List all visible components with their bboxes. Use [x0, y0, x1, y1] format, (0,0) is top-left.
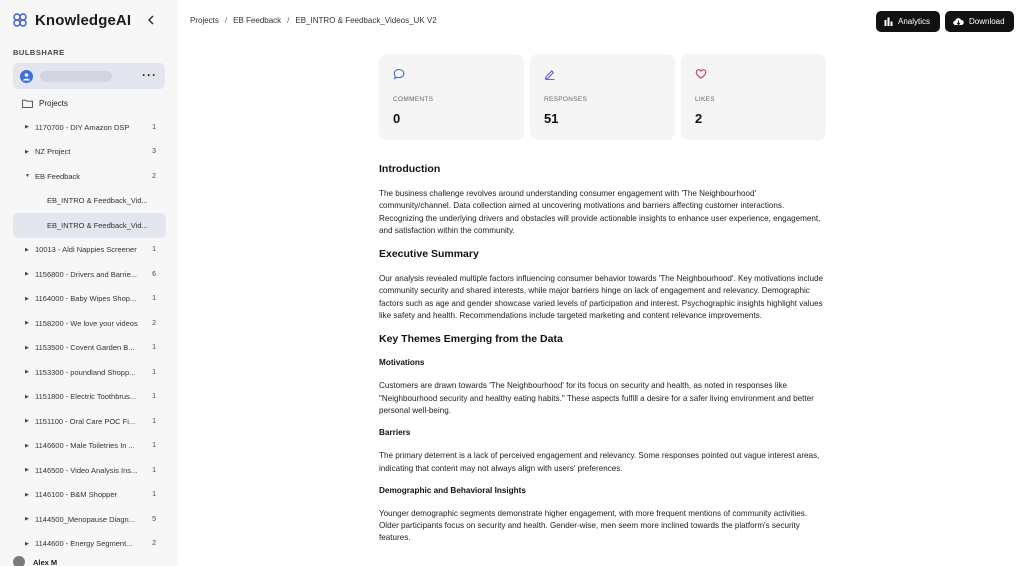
user-footer-name: Alex M — [33, 557, 58, 566]
heart-icon — [695, 68, 707, 80]
motivations-heading: Motivations — [379, 358, 425, 368]
responses-label: RESPONSES — [544, 96, 588, 103]
sidebar-item-count: 1 — [152, 295, 156, 303]
caret-right-icon[interactable]: ▶ — [25, 393, 29, 400]
sidebar-item-10013[interactable] — [13, 238, 166, 263]
caret-right-icon[interactable]: ▶ — [25, 491, 29, 498]
caret-right-icon[interactable]: ▶ — [25, 320, 29, 327]
sidebar-item-label: 1144500_Menopause Diagn... — [35, 514, 135, 524]
caret-right-icon[interactable]: ▶ — [25, 246, 29, 253]
comments-label: COMMENTS — [393, 96, 434, 103]
likes-value: 2 — [695, 111, 703, 126]
sidebar-item-1151800[interactable] — [13, 385, 166, 410]
sidebar-item-count: 1 — [152, 344, 156, 352]
sidebar-item-label: EB_INTRO & Feedback_Vid... — [47, 196, 148, 206]
sidebar-item-count: 1 — [152, 393, 156, 401]
sidebar-item-nz-project[interactable] — [13, 140, 166, 165]
download-label: Download — [969, 17, 1005, 26]
sidebar-item-count: 1 — [152, 417, 156, 425]
sidebar-item-1153300[interactable] — [13, 360, 166, 385]
sidebar-subitem-eb-intro-2[interactable] — [13, 213, 166, 238]
breadcrumb-current: EB_INTRO & Feedback_Videos_UK V2 — [295, 16, 437, 25]
more-options-icon[interactable]: ··· — [142, 68, 157, 82]
bar-chart-icon — [884, 17, 893, 26]
brand — [12, 10, 172, 30]
sidebar-item-label: 10013 - Aldi Nappies Screener — [35, 245, 137, 255]
sidebar-item-count: 1 — [152, 246, 156, 254]
sidebar-item-label: 1153500 - Covent Garden B... — [35, 343, 135, 353]
sidebar-item-1164000[interactable] — [13, 287, 166, 312]
sidebar-item-label: 1158200 - We love your videos — [35, 318, 138, 328]
breadcrumb-eb-feedback[interactable]: EB Feedback — [233, 16, 282, 25]
folder-icon — [22, 99, 33, 108]
introduction-heading: Introduction — [379, 163, 441, 175]
sidebar-item-label: 1144600 - Energy Segment... — [35, 539, 133, 549]
sidebar-subitem-eb-intro-1[interactable] — [13, 189, 166, 214]
caret-right-icon[interactable]: ▶ — [25, 516, 29, 523]
projects-header[interactable] — [22, 96, 68, 110]
sidebar-item-1151100[interactable] — [13, 409, 166, 434]
executive-summary-heading: Executive Summary — [379, 248, 479, 261]
user-name-redacted — [40, 71, 112, 82]
sidebar-item-count: 1 — [152, 466, 156, 474]
sidebar-item-label: 1151800 - Electric Toothbrus... — [35, 392, 137, 402]
sidebar-item-label: 1146600 - Male Toiletries In ... — [35, 441, 135, 451]
sidebar-item-1144600[interactable] — [13, 532, 166, 557]
sidebar-item-1170700[interactable] — [13, 115, 166, 140]
project-tree — [13, 115, 166, 556]
likes-label: LIKES — [695, 96, 715, 103]
sidebar-item-count: 2 — [152, 540, 156, 548]
pencil-icon — [544, 68, 556, 80]
demographic-heading: Demographic and Behavioral Insights — [379, 485, 526, 495]
caret-right-icon[interactable]: ▶ — [25, 295, 29, 302]
breadcrumb — [190, 16, 437, 25]
sidebar-item-1153500[interactable] — [13, 336, 166, 361]
analytics-label: Analytics — [898, 17, 931, 26]
collapse-sidebar-icon[interactable] — [144, 12, 158, 28]
breadcrumb-projects[interactable]: Projects — [190, 16, 219, 25]
sidebar-item-label: 1164000 - Baby Wipes Shop... — [35, 294, 137, 304]
sidebar-item-1156800[interactable] — [13, 262, 166, 287]
brand-name: KnowledgeAI — [35, 11, 132, 29]
caret-right-icon[interactable]: ▶ — [25, 148, 29, 155]
sidebar-item-count: 2 — [152, 319, 156, 327]
breadcrumb-separator: / — [224, 16, 228, 25]
sidebar-item-label: EB Feedback — [35, 171, 81, 181]
user-card[interactable] — [13, 63, 165, 89]
sidebar-item-label: 1156800 - Drivers and Barrie... — [35, 269, 137, 279]
demographic-text: Younger demographic segments demonstrate higher engagement, with more frequent mentions of community activities. Older participants focus on security and health. Gender-wise, men seem more inclined towards the platform's security features. — [379, 508, 807, 543]
caret-right-icon[interactable]: ▶ — [25, 344, 29, 351]
sidebar-item-count: 2 — [152, 172, 156, 180]
knowledgeai-logo-icon — [12, 12, 28, 28]
sidebar-item-label: 1153300 - poundland Shopp... — [35, 367, 136, 377]
breadcrumb-separator: / — [287, 16, 290, 25]
sidebar-item-1158200[interactable] — [13, 311, 166, 336]
caret-right-icon[interactable]: ▶ — [25, 467, 29, 474]
sidebar-item-label: 1146100 - B&M Shopper — [35, 490, 117, 500]
caret-down-icon[interactable]: ▼ — [25, 173, 30, 180]
caret-right-icon[interactable]: ▶ — [25, 540, 29, 547]
executive-summary-text: Our analysis revealed multiple factors influencing consumer behavior towards 'The Neighbourhood'. Key motivations include community security and shared interests, while major barriers hinge on lack of engagement and relevancy. Demographic factors such as age and gender showcase varied levels of participation and interest. Psychographic insights highlight values like safety and health. Recommendations include targeted marketing and content relevance improvements. — [379, 274, 823, 321]
key-themes-heading: Key Themes Emerging from the Data — [379, 333, 563, 346]
sidebar-item-count: 1 — [152, 442, 156, 450]
sidebar — [0, 0, 178, 566]
sidebar-item-label: 1151100 - Oral Care POC Fi... — [35, 416, 136, 426]
analytics-button[interactable] — [876, 11, 940, 32]
sidebar-item-label: EB_INTRO & Feedback_Vid... — [47, 220, 148, 230]
projects-label: Projects — [39, 98, 68, 108]
comments-stat-card — [379, 54, 524, 140]
sidebar-item-count: 1 — [152, 491, 156, 499]
comment-icon — [393, 68, 405, 80]
caret-right-icon[interactable]: ▶ — [25, 369, 29, 376]
barriers-text: The primary deterrent is a lack of perceived engagement and relevancy. Some responses pointed out vague interest areas, indicating that content may not always align with users' preferences. — [379, 451, 820, 473]
sidebar-item-count: 6 — [152, 270, 156, 278]
download-button[interactable] — [945, 11, 1014, 32]
sidebar-item-count: 1 — [152, 123, 156, 131]
sidebar-item-1144500[interactable] — [13, 507, 166, 532]
caret-right-icon[interactable]: ▶ — [25, 271, 29, 278]
responses-value: 51 — [544, 111, 559, 126]
barriers-heading: Barriers — [379, 428, 411, 438]
sidebar-item-label: 1170700 - DIY Amazon DSP — [35, 122, 130, 132]
sidebar-item-label: 1146500 - Video Analysis Ins... — [35, 465, 138, 475]
sidebar-item-count: 5 — [152, 515, 156, 523]
caret-right-icon[interactable]: ▶ — [25, 442, 29, 449]
introduction-text: The business challenge revolves around understanding consumer engagement with 'The Neighbourhood' community/channel. Data collection aimed at uncovering motivations and barriers affecting customer interactions. Recognizing the underlying drivers and obstacles will provide actionable insights to enhance user experience, engagement, and satisfaction within the community. — [379, 189, 821, 235]
sidebar-item-eb-feedback[interactable] — [13, 164, 166, 189]
sidebar-item-count: 3 — [152, 148, 156, 156]
caret-right-icon[interactable]: ▶ — [25, 418, 29, 425]
account-footer[interactable] — [13, 556, 57, 566]
cloud-download-icon — [953, 17, 964, 26]
responses-stat-card — [530, 54, 675, 140]
caret-right-icon[interactable]: ▶ — [25, 124, 29, 131]
sidebar-item-count: 1 — [152, 368, 156, 376]
comments-value: 0 — [393, 111, 401, 126]
sidebar-item-label: NZ Project — [35, 147, 71, 157]
likes-stat-card — [681, 54, 826, 140]
motivations-text: Customers are drawn towards 'The Neighbourhood' for its focus on security and health, as noted in responses like "Neighbourhood security and healthy eating habits." These aspects fulfill a desire for a safer living environment and better personal well-being. — [379, 381, 814, 415]
workspace-label: BULBSHARE — [13, 48, 65, 57]
user-avatar-icon — [20, 70, 33, 83]
user-avatar — [13, 556, 25, 566]
report-content — [379, 163, 825, 556]
sidebar-item-1146100[interactable] — [13, 483, 166, 508]
sidebar-item-1146600[interactable] — [13, 434, 166, 459]
sidebar-item-1146500[interactable] — [13, 458, 166, 483]
